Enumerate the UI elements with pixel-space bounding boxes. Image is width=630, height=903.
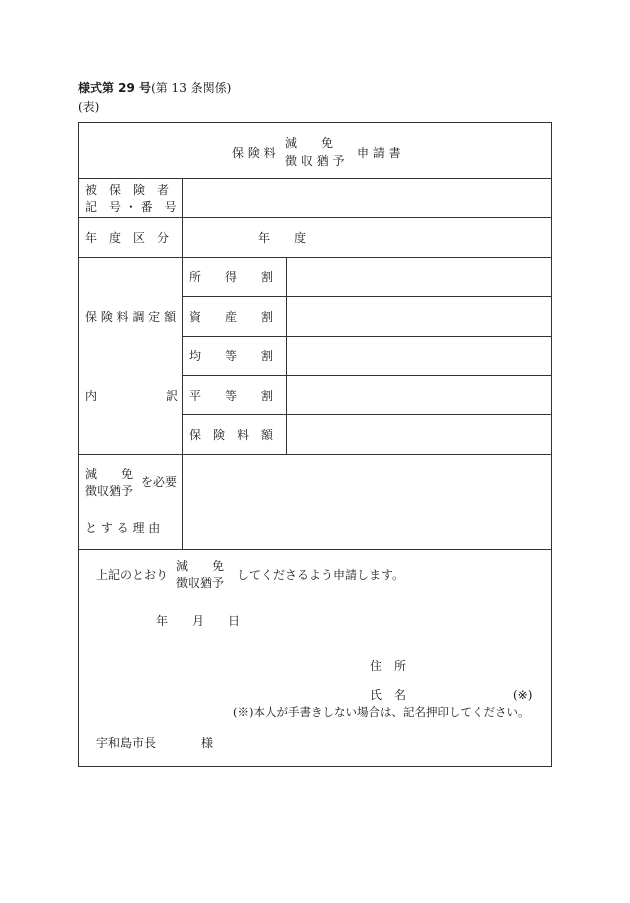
address-field[interactable] bbox=[412, 655, 546, 677]
fiscal-year-field[interactable]: 年 度 bbox=[258, 231, 307, 245]
per-capita-levy-label: 均 等 割 bbox=[189, 349, 274, 363]
premium-total-label: 保 険 料 額 bbox=[189, 428, 274, 442]
income-levy-field[interactable] bbox=[292, 263, 546, 291]
divider bbox=[182, 178, 183, 549]
address-label: 住 所 bbox=[370, 659, 407, 673]
addressee: 宇和島市長 bbox=[96, 736, 157, 750]
income-levy-label: 所 得 割 bbox=[189, 270, 274, 284]
breakdown-label-right: 訳 bbox=[166, 389, 179, 403]
form-side-label: (表) bbox=[78, 100, 100, 114]
divider bbox=[182, 336, 552, 337]
seal-mark: (※) bbox=[513, 688, 533, 702]
flat-rate-levy-field[interactable] bbox=[292, 381, 546, 409]
statement-option-deferral: 徴収猶予 bbox=[176, 576, 225, 590]
fiscal-year-label: 年 度 区 分 bbox=[85, 231, 170, 245]
form-number: 様式第 29 号(第 13 条関係) bbox=[78, 81, 232, 95]
statement-tail: してくださるよう申請します。 bbox=[237, 568, 405, 582]
application-date-field[interactable]: 年 月 日 bbox=[156, 614, 241, 628]
divider bbox=[78, 257, 552, 258]
premium-total-field[interactable] bbox=[292, 420, 546, 448]
divider bbox=[78, 217, 552, 218]
insured-number-label: 記 号 ・ 番 号 bbox=[85, 200, 177, 214]
statement-lead: 上記のとおり bbox=[96, 568, 169, 582]
reason-option-exemption: 減 免 bbox=[85, 467, 134, 481]
name-label: 氏 名 bbox=[370, 688, 407, 702]
divider bbox=[78, 549, 552, 550]
divider bbox=[182, 414, 552, 415]
divider bbox=[182, 375, 552, 376]
per-capita-levy-field[interactable] bbox=[292, 342, 546, 370]
honorific: 様 bbox=[201, 736, 214, 750]
divider bbox=[286, 257, 287, 454]
reason-option-deferral: 徴収猶予 bbox=[85, 484, 134, 498]
divider bbox=[78, 178, 552, 179]
asset-levy-field[interactable] bbox=[292, 302, 546, 330]
signature-note: (※)本人が手書きしない場合は、記名押印してください。 bbox=[233, 705, 530, 719]
reason-label: と す る 理 由 bbox=[85, 521, 161, 535]
flat-rate-levy-label: 平 等 割 bbox=[189, 389, 274, 403]
premium-amount-label: 保 険 料 調 定 額 bbox=[85, 310, 177, 324]
name-field[interactable] bbox=[412, 684, 508, 706]
asset-levy-label: 資 産 割 bbox=[189, 310, 274, 324]
title-prefix: 保 険 料 bbox=[232, 146, 276, 160]
reason-needed-text: を必要 bbox=[141, 475, 178, 489]
insured-number-field[interactable] bbox=[188, 185, 546, 211]
title-suffix: 申 請 書 bbox=[357, 146, 401, 160]
title-option-deferral: 徴 収 猶 予 bbox=[285, 154, 345, 168]
divider bbox=[182, 296, 552, 297]
divider bbox=[78, 454, 552, 455]
breakdown-label-left: 内 bbox=[85, 389, 98, 403]
insured-label: 被 保 険 者 bbox=[85, 183, 170, 197]
reason-field[interactable] bbox=[188, 460, 546, 543]
statement-option-exemption: 減 免 bbox=[176, 559, 225, 573]
title-option-exemption: 減 免 bbox=[285, 136, 334, 150]
